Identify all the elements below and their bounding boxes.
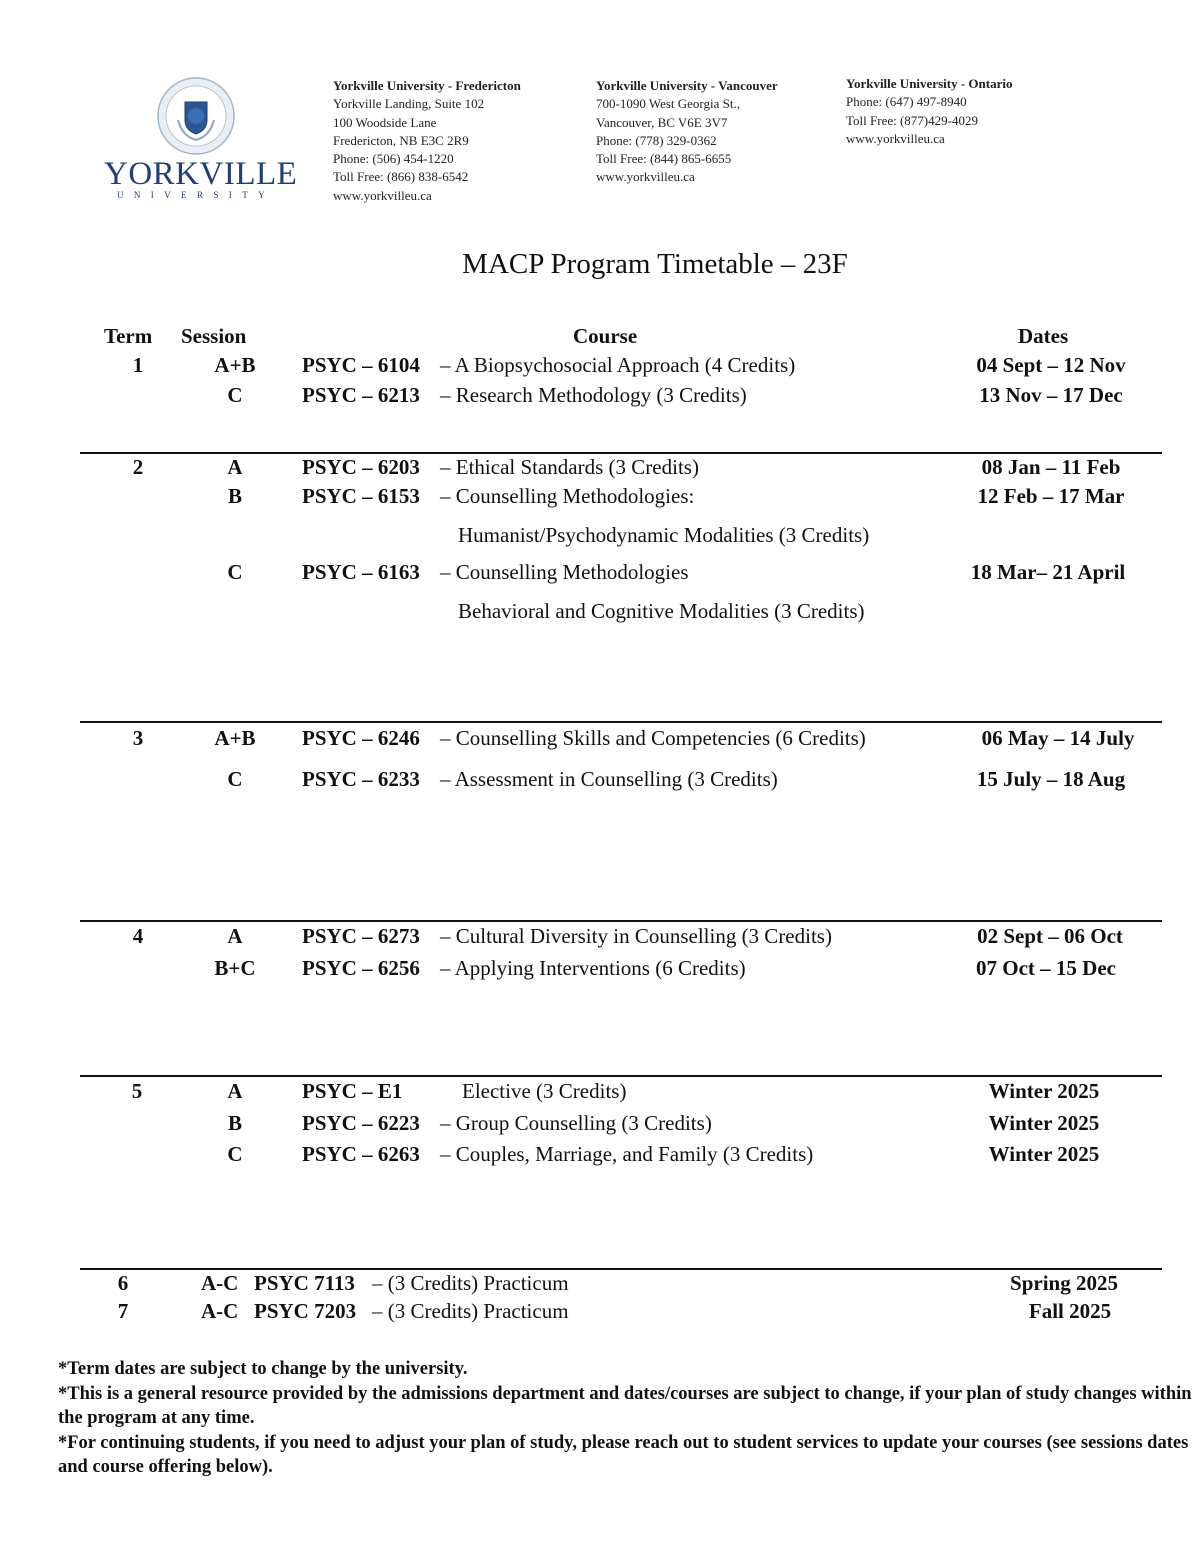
- logo-wordmark: YORKVILLE: [104, 156, 298, 192]
- course-title: – Counselling Methodologies:: [440, 484, 695, 508]
- course-dates: 08 Jan – 11 Feb: [981, 455, 1121, 479]
- address-vancouver: [596, 77, 778, 187]
- term-divider: [80, 1075, 1162, 1077]
- course-dates: 15 July – 18 Aug: [976, 767, 1126, 791]
- session-label: C: [227, 1142, 243, 1166]
- course-title: – (3 Credits) Practicum: [372, 1271, 569, 1295]
- address-ontario: [846, 75, 1012, 148]
- term-number: 5: [131, 1079, 143, 1103]
- address-line: Toll Free: (877)429-4029: [846, 112, 978, 128]
- column-header-session: Session: [181, 324, 247, 348]
- address-heading: Yorkville University - Vancouver: [596, 78, 778, 93]
- course-title: – Group Counselling (3 Credits): [440, 1111, 712, 1135]
- address-line: Vancouver, BC V6E 3V7: [596, 114, 728, 130]
- course-code: PSYC – 6153: [302, 484, 420, 508]
- address-line: Phone: (647) 497-8940: [846, 94, 967, 110]
- course-title: Elective (3 Credits): [462, 1079, 627, 1103]
- term-divider: [80, 1268, 1162, 1270]
- course-title-continued: Humanist/Psychodynamic Modalities (3 Credits): [458, 523, 870, 547]
- address-line: www.yorkvilleu.ca: [596, 169, 695, 185]
- course-title: – Cultural Diversity in Counselling (3 Credits): [440, 924, 832, 948]
- course-code: PSYC – 6273: [302, 924, 420, 948]
- column-header-dates: Dates: [1018, 324, 1069, 348]
- term-number: 3: [132, 726, 144, 750]
- course-code: PSYC – 6256: [302, 956, 420, 980]
- course-title: – Counselling Methodologies: [440, 560, 689, 584]
- course-dates: 18 Mar– 21 April: [970, 560, 1126, 584]
- course-dates: Spring 2025: [1010, 1271, 1118, 1295]
- session-label: B+C: [214, 956, 256, 980]
- footnote: *This is a general resource provided by the admissions department and dates/courses are subject to change, if your plan of study changes within the program at any time.: [58, 1383, 1192, 1428]
- logo-subtitle: UNIVERSITY: [117, 190, 275, 200]
- course-title: – Applying Interventions (6 Credits): [440, 956, 746, 980]
- term-number: 6: [117, 1271, 129, 1295]
- course-code: PSYC – 6163: [302, 560, 420, 584]
- course-dates: Winter 2025: [988, 1111, 1100, 1135]
- course-title: – Couples, Marriage, and Family (3 Credits): [440, 1142, 814, 1166]
- course-title: – (3 Credits) Practicum: [372, 1299, 569, 1323]
- session-label: A-C: [201, 1271, 239, 1295]
- session-label: A: [227, 455, 243, 479]
- course-dates: 04 Sept – 12 Nov: [976, 353, 1126, 377]
- course-code: PSYC 7203: [254, 1299, 357, 1323]
- address-line: 100 Woodside Lane: [333, 114, 437, 130]
- address-line: Yorkville Landing, Suite 102: [333, 96, 485, 112]
- course-code: PSYC – 6246: [302, 726, 420, 750]
- address-line: www.yorkvilleu.ca: [333, 187, 432, 203]
- session-label: A: [227, 924, 243, 948]
- address-line: Toll Free: (866) 838-6542: [333, 169, 469, 185]
- course-code: PSYC – 6223: [302, 1111, 420, 1135]
- course-dates: Fall 2025: [1028, 1299, 1112, 1323]
- university-seal-icon: [156, 76, 236, 156]
- page-title: MACP Program Timetable – 23F: [462, 248, 848, 280]
- session-label: A: [227, 1079, 243, 1103]
- address-heading: Yorkville University - Ontario: [846, 76, 1013, 91]
- course-code: PSYC – E1: [302, 1079, 403, 1103]
- term-number: 1: [132, 353, 144, 377]
- course-title: – Research Methodology (3 Credits): [440, 383, 747, 407]
- footnote: *Term dates are subject to change by the university.: [58, 1359, 468, 1379]
- course-code: PSYC – 6203: [302, 455, 420, 479]
- term-divider: [80, 452, 1162, 454]
- course-code: PSYC – 6213: [302, 383, 420, 407]
- session-label: C: [227, 383, 243, 407]
- address-line: Phone: (506) 454-1220: [333, 151, 454, 167]
- course-dates: 12 Feb – 17 Mar: [977, 484, 1125, 508]
- footnote: *For continuing students, if you need to adjust your plan of study, please reach out to student services to update your courses (see sessions dates and course offering below).: [58, 1432, 1189, 1477]
- course-dates: 06 May – 14 July: [981, 726, 1135, 750]
- session-label: B: [227, 484, 242, 508]
- address-heading: Yorkville University - Fredericton: [333, 78, 521, 93]
- address-line: 700-1090 West Georgia St.,: [596, 96, 740, 112]
- address-fredericton: [333, 77, 521, 205]
- column-header-term: Term: [104, 324, 153, 348]
- course-code: PSYC – 6263: [302, 1142, 420, 1166]
- term-number: 4: [132, 924, 144, 948]
- session-label: C: [227, 767, 243, 791]
- term-number: 7: [117, 1299, 129, 1323]
- column-header-course: Course: [573, 324, 638, 348]
- term-divider: [80, 920, 1162, 922]
- course-title: – Ethical Standards (3 Credits): [440, 455, 699, 479]
- course-dates: Winter 2025: [988, 1142, 1100, 1166]
- session-label: C: [227, 560, 243, 584]
- course-title-continued: Behavioral and Cognitive Modalities (3 Credits): [458, 599, 865, 623]
- course-dates: 02 Sept – 06 Oct: [977, 924, 1123, 948]
- course-title: – Assessment in Counselling (3 Credits): [440, 767, 778, 791]
- course-title: – A Biopsychosocial Approach (4 Credits): [440, 353, 796, 377]
- course-dates: 07 Oct – 15 Dec: [976, 956, 1116, 980]
- address-line: www.yorkvilleu.ca: [846, 130, 945, 146]
- address-line: Fredericton, NB E3C 2R9: [333, 132, 469, 148]
- session-label: A+B: [214, 726, 256, 750]
- course-title: – Counselling Skills and Competencies (6 Credits): [440, 726, 866, 750]
- session-label: A-C: [201, 1299, 239, 1323]
- course-code: PSYC – 6104: [302, 353, 420, 377]
- footnotes: [58, 1357, 1193, 1480]
- address-line: Phone: (778) 329-0362: [596, 132, 717, 148]
- yorkville-logo: [104, 76, 298, 204]
- term-divider: [80, 721, 1162, 723]
- course-dates: 13 Nov – 17 Dec: [979, 383, 1123, 407]
- course-code: PSYC 7113: [254, 1271, 355, 1295]
- session-label: B: [227, 1111, 242, 1135]
- course-dates: Winter 2025: [988, 1079, 1100, 1103]
- session-label: A+B: [214, 353, 256, 377]
- address-line: Toll Free: (844) 865-6655: [596, 151, 732, 167]
- course-code: PSYC – 6233: [302, 767, 420, 791]
- term-number: 2: [132, 455, 144, 479]
